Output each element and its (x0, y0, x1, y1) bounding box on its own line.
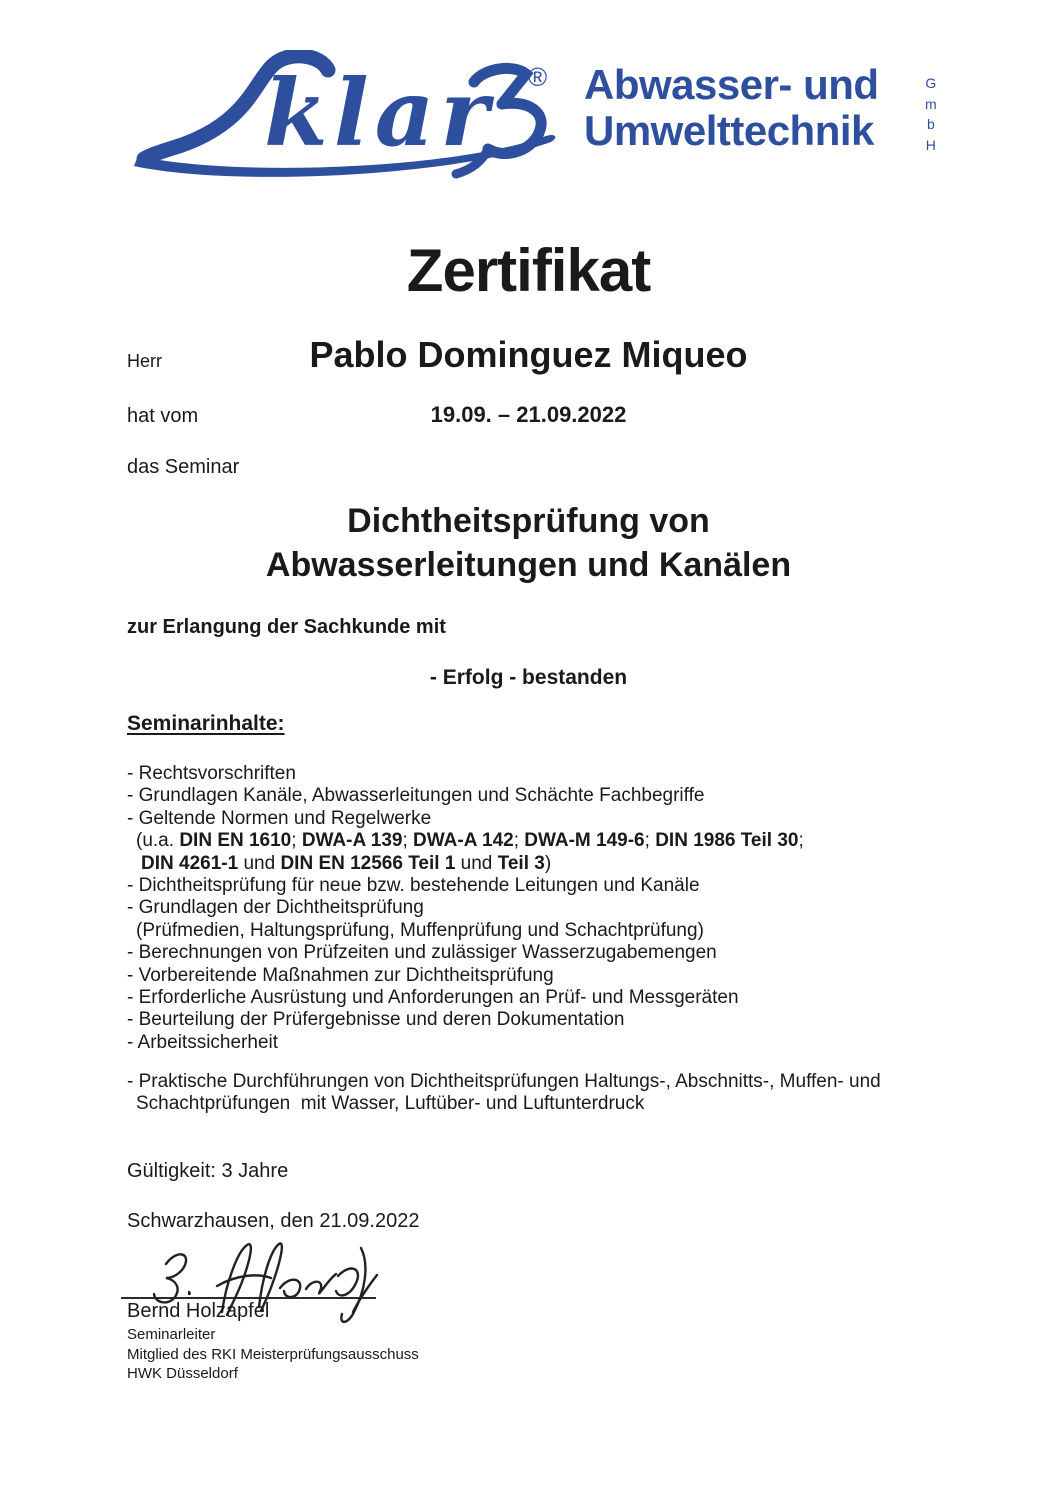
gmbh-letter: b (926, 116, 935, 132)
content-line: - Vorbereitende Maßnahmen zur Dichtheitsprüfung (127, 964, 554, 986)
signatory-name: Bernd Holzapfel (127, 1300, 270, 1322)
content-line: Schachtprüfungen mit Wasser, Luftüber- und Luftunterdruck (136, 1093, 645, 1115)
place-date-text: Schwarzhausen, den 21.09.2022 (127, 1210, 420, 1232)
content-line: - Praktische Durchführungen von Dichtheitsprüfungen Haltungs-, Abschnitts-, Muffen- und (127, 1071, 881, 1092)
content-line: DIN 4261-1 und DIN EN 12566 Teil 1 und Teil 3) (141, 852, 552, 874)
gmbh-letter: G (925, 75, 937, 91)
signatory-chamber: HWK Düsseldorf (127, 1365, 238, 1382)
contents-list (127, 763, 804, 1054)
content-line: - Berechnungen von Prüfzeiten und zulässiger Wasserzugabemengen (127, 942, 717, 964)
content-line: - Rechtsvorschriften (127, 763, 296, 784)
content-line: - Geltende Normen und Regelwerke (127, 807, 432, 829)
company-name-line2: Umwelttechnik (584, 107, 874, 154)
seminar-title-line1: Dichtheitsprüfung von (347, 502, 710, 540)
gmbh-letter: H (925, 136, 936, 153)
brand-logo (122, 50, 567, 187)
content-line: (u.a. DIN EN 1610; DWA-A 139; DWA-A 142; DWA-M 149-6; DIN 1986 Teil 30; (136, 830, 804, 852)
content-line: - Beurteilung der Prüfergebnisse und deren Dokumentation (127, 1009, 625, 1031)
company-name (584, 62, 879, 154)
seminar-title-line2: Abwasserleitungen und Kanälen (265, 546, 792, 584)
recipient-name: Pablo Dominguez Miqueo (309, 334, 748, 375)
signatory-role: Seminarleiter (127, 1326, 216, 1343)
signatory-membership: Mitglied des RKI Meisterprüfungsausschuss (127, 1345, 419, 1363)
validity-text: Gültigkeit: 3 Jahre (127, 1160, 289, 1182)
brand-script-text: klar (264, 59, 495, 167)
company-name-line1: Abwasser- und (584, 61, 879, 108)
seminar-label: das Seminar (127, 456, 240, 478)
content-line: - Dichtheitsprüfung für neue bzw. bestehende Leitungen und Kanäle (127, 875, 700, 897)
gmbh-letter: m (925, 95, 937, 112)
salutation-label: Herr (127, 351, 162, 371)
signatory-details (127, 1325, 419, 1384)
content-line: - Grundlagen Kanäle, Abwasserleitungen und Schächte Fachbegriffe (127, 785, 705, 807)
result-text: - Erfolg - bestanden (429, 666, 628, 689)
content-line: - Erforderliche Ausrüstung und Anforderungen an Prüf- und Messgeräten (127, 987, 739, 1009)
content-line: - Grundlagen der Dichtheitsprüfung (127, 897, 424, 919)
seminar-title (0, 499, 1057, 587)
brand-logo-icon (122, 50, 567, 182)
content-line: (Prüfmedien, Haltungsprüfung, Muffenprüfung und Schachtprüfung) (136, 919, 704, 941)
period-dates: 19.09. – 21.09.2022 (430, 402, 627, 427)
period-label: hat vom (127, 405, 199, 427)
company-legal-form (925, 73, 937, 155)
content-line: - Arbeitssicherheit (127, 1031, 279, 1053)
purpose-text: zur Erlangung der Sachkunde mit (127, 616, 446, 638)
registered-trademark-icon: ® (528, 62, 548, 92)
page-title: Zertifikat (406, 237, 651, 304)
practical-block (127, 1071, 881, 1116)
contents-heading: Seminarinhalte: (127, 712, 285, 735)
